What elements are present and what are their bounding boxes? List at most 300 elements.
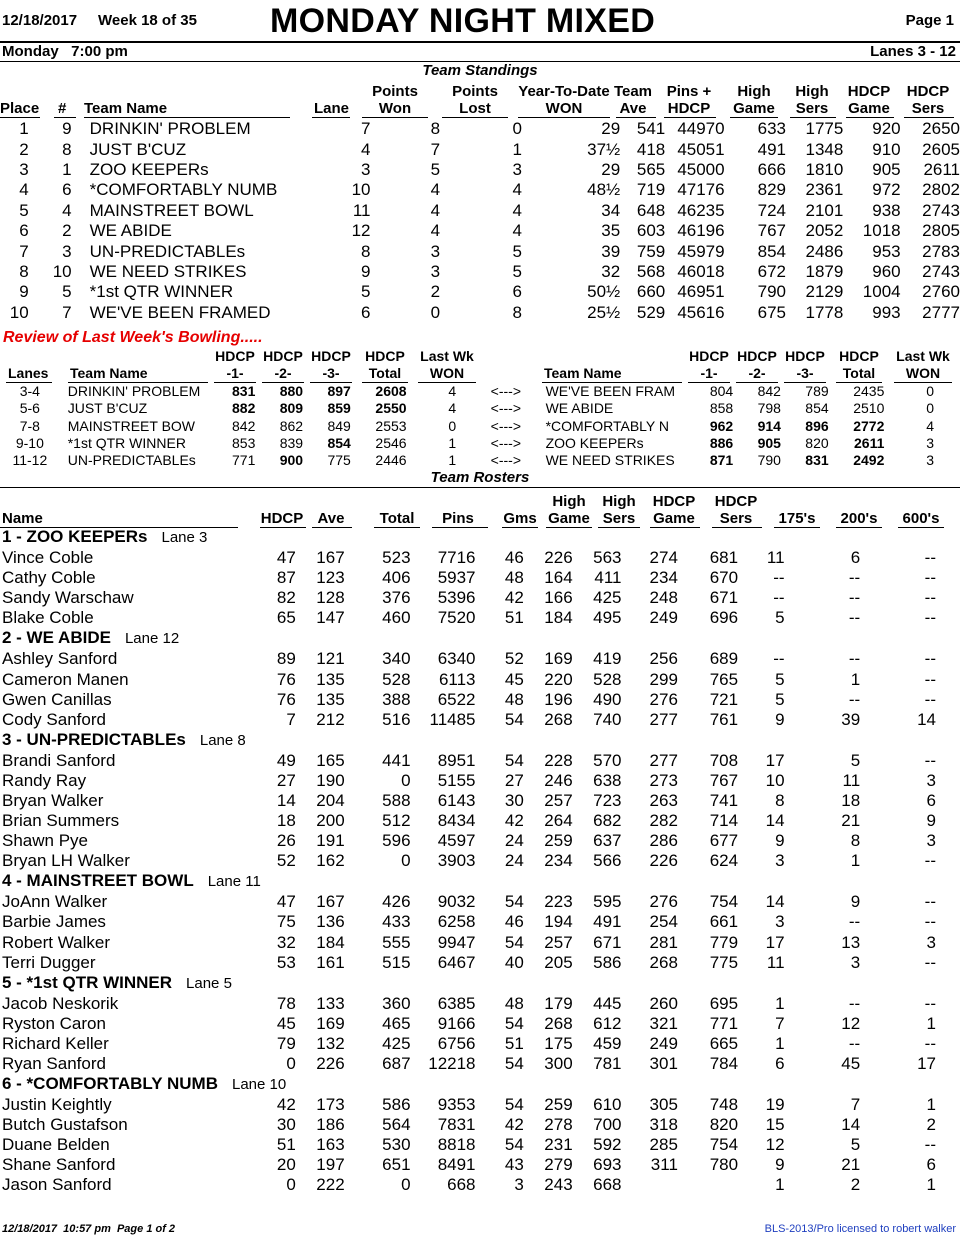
standings-team-name: *COMFORTABLY NUMB (89, 180, 278, 200)
player-hdcp-game: 277 (649, 750, 678, 770)
team-header-row (0, 527, 960, 548)
player-count-175: 15 (765, 1115, 785, 1135)
player-row (0, 1135, 960, 1155)
player-row (0, 953, 960, 973)
team-header-name: 1 - ZOO KEEPERs (2, 527, 148, 546)
player-total: 425 (382, 1033, 411, 1053)
standings-team-number: 6 (62, 180, 72, 200)
rev-hdr-hdcp-1b: HDCP (689, 348, 729, 364)
player-player-name: Duane Belden (2, 1135, 110, 1155)
review-score-1: 2446 (375, 452, 407, 469)
player-games: 42 (504, 1115, 524, 1135)
player-hdcp-game: 286 (649, 831, 678, 851)
standings-lane: 6 (361, 302, 371, 322)
player-total: 530 (382, 1135, 411, 1155)
standings-team-number: 1 (62, 159, 72, 179)
review-score-1: 2546 (375, 435, 407, 452)
standings-row (0, 201, 960, 221)
player-count-200: 21 (841, 1155, 861, 1175)
player-hdcp-sers: 671 (709, 588, 739, 608)
player-row (0, 669, 960, 689)
player-player-name: Ashley Sanford (2, 649, 118, 669)
player-total: 596 (382, 831, 411, 851)
review-score-1: 2553 (375, 417, 407, 434)
player-ave: 136 (316, 912, 345, 932)
standings-hdcp-sers: 2805 (922, 221, 960, 241)
player-high-sers: 610 (593, 1095, 622, 1115)
rosters-divider (0, 487, 960, 488)
standings-high-sers: 2486 (805, 241, 844, 261)
player-hdcp-game: 281 (649, 932, 678, 952)
standings-ytd-won: 48½ (587, 180, 621, 200)
player-high-game: 257 (544, 790, 573, 810)
ros-hdr-600s: 600's (902, 510, 940, 527)
standings-hdcp-game: 953 (872, 241, 901, 261)
player-player-name: Ryan Sanford (2, 1054, 106, 1074)
player-count-175: 9 (775, 831, 785, 851)
hdr-high-sers: Sers (795, 100, 829, 117)
player-hdcp-game: 321 (649, 1013, 678, 1033)
standings-team-name: WE NEED STRIKES (89, 261, 247, 281)
review-won-1: 0 (448, 417, 457, 434)
player-high-game: 268 (544, 1013, 573, 1033)
player-games: 52 (504, 649, 524, 669)
player-high-sers: 425 (593, 588, 622, 608)
standings-team-ave: 603 (636, 221, 666, 241)
player-player-name: Gwen Canillas (2, 689, 112, 709)
player-hdcp: 47 (276, 548, 296, 568)
standings-high-game: 724 (757, 200, 786, 220)
standings-row (0, 180, 960, 200)
review-row (0, 383, 960, 400)
player-total: 555 (382, 932, 411, 952)
rev-hdr-g1: -1- (226, 365, 244, 381)
player-row (0, 892, 960, 912)
review-vs-arrow: <---> (490, 383, 522, 400)
standings-team-number: 8 (62, 139, 72, 159)
review-score-1: 831 (232, 383, 256, 400)
standings-points-lost: 4 (512, 221, 522, 241)
hdr-hdcp-game-top: HDCP (847, 83, 891, 100)
player-row (0, 1175, 960, 1195)
player-count-200: -- (848, 1033, 861, 1053)
standings-ytd-won: 35 (601, 221, 621, 241)
standings-hdcp-game: 993 (872, 302, 901, 322)
player-hdcp: 27 (276, 770, 296, 790)
review-score-1: 849 (327, 417, 351, 434)
review-won-2: 0 (926, 400, 934, 417)
player-count-600: -- (924, 1033, 936, 1053)
player-total: 340 (382, 649, 411, 669)
player-count-200: 6 (850, 548, 861, 568)
player-player-name: Cody Sanford (2, 709, 106, 729)
player-total: 406 (382, 568, 411, 588)
player-games: 48 (504, 568, 524, 588)
review-score-1: 809 (279, 400, 304, 417)
review-score-1: 2550 (375, 400, 407, 417)
rev-hdr-total: Total (368, 365, 402, 381)
standings-place: 9 (19, 282, 29, 302)
review-score-1: 880 (279, 383, 304, 400)
review-score-1: 839 (279, 435, 304, 452)
review-score-2: 798 (757, 400, 781, 417)
rev-hdr-hdcp-totalb: HDCP (839, 348, 879, 364)
player-ave: 167 (316, 548, 345, 568)
standings-points-lost: 5 (512, 261, 522, 281)
rev-hdr-g2: -2- (274, 365, 292, 381)
player-high-game: 175 (544, 1033, 573, 1053)
player-hdcp-game: 226 (649, 851, 678, 871)
standings-high-game: 767 (757, 221, 786, 241)
player-hdcp-sers: 677 (709, 831, 739, 851)
standings-pins-hdcp: 45000 (677, 159, 725, 179)
ros-hdr-hdcp-sers-top: HDCP (714, 493, 758, 510)
rosters-title: Team Rosters (430, 469, 530, 486)
player-total: 516 (382, 709, 411, 729)
player-hdcp-game: 318 (649, 1115, 678, 1135)
player-row (0, 710, 960, 730)
player-hdcp-sers: 714 (709, 811, 739, 831)
player-hdcp-sers: 754 (709, 892, 739, 912)
review-score-2: 842 (757, 383, 781, 400)
player-ave: 128 (316, 588, 345, 608)
player-player-name: Brandi Sanford (2, 750, 116, 770)
player-hdcp: 7 (286, 709, 296, 729)
ros-hdr-175s: 175's (778, 510, 816, 527)
standings-team-number: 7 (62, 302, 72, 322)
player-hdcp: 76 (276, 689, 296, 709)
player-games: 46 (504, 912, 524, 932)
standings-team-ave: 759 (636, 241, 666, 261)
player-high-sers: 723 (593, 790, 622, 810)
rev-hdr-g2b: -2- (748, 365, 766, 381)
player-count-200: -- (848, 649, 861, 669)
player-high-game: 300 (544, 1054, 573, 1074)
standings-ytd-won: 37½ (587, 139, 621, 159)
player-total: 426 (382, 892, 411, 912)
ros-hdr-high-game-top: High (552, 493, 586, 510)
player-count-175: -- (773, 649, 785, 669)
standings-row (0, 139, 960, 159)
player-total: 0 (401, 851, 411, 871)
player-total: 528 (382, 669, 411, 689)
review-lanes: 9-10 (15, 435, 44, 452)
standings-points-lost: 0 (512, 119, 522, 139)
player-count-200: -- (848, 588, 861, 608)
player-count-175: 9 (775, 1155, 785, 1175)
player-ave: 163 (316, 1135, 345, 1155)
player-hdcp-game: 301 (649, 1054, 678, 1074)
team-header-name: 6 - *COMFORTABLY NUMB (2, 1074, 218, 1094)
player-high-sers: 419 (593, 649, 622, 669)
player-high-sers: 668 (593, 1175, 622, 1195)
team-header-row (0, 973, 960, 994)
review-score-2: 886 (709, 435, 734, 452)
player-hdcp-sers: 754 (709, 1135, 739, 1155)
hdr-high-game: Game (733, 100, 775, 117)
standings-hdcp-game: 1004 (862, 282, 901, 302)
player-hdcp-game: 249 (649, 1033, 678, 1053)
standings-pins-hdcp: 45616 (677, 302, 725, 322)
review-lanes: 11-12 (12, 452, 48, 469)
hdr-pins-top: Pins + (666, 83, 712, 100)
player-count-175: 19 (765, 1095, 785, 1115)
player-ave: 212 (316, 709, 345, 729)
player-hdcp-sers: 708 (709, 750, 739, 770)
player-count-200: 3 (850, 952, 861, 972)
header-divider (0, 41, 960, 43)
player-pins: 8818 (437, 1135, 476, 1155)
player-high-game: 166 (544, 588, 573, 608)
standings-high-game: 672 (757, 261, 786, 281)
player-count-600: -- (924, 912, 936, 932)
player-pins: 11485 (429, 709, 476, 729)
player-player-name: Ryston Caron (2, 1013, 106, 1033)
player-pins: 6385 (437, 993, 476, 1013)
player-count-200: -- (848, 689, 861, 709)
rev-hdr-team-name: Team Name (70, 365, 148, 381)
hdr-points-lost-top: Points (452, 83, 498, 100)
player-count-600: 3 (926, 770, 936, 790)
rev-hdr-hdcp-1: HDCP (215, 348, 255, 364)
review-vs-arrow: <---> (490, 417, 522, 434)
player-pins: 9947 (437, 932, 476, 952)
standings-hdcp-game: 938 (872, 200, 901, 220)
player-ave: 169 (316, 1013, 345, 1033)
standings-pins-hdcp: 46196 (677, 221, 725, 241)
player-pins: 6756 (437, 1033, 476, 1053)
team-header-name: 4 - MAINSTREET BOWL (2, 871, 194, 891)
player-row (0, 1115, 960, 1135)
player-count-175: 5 (775, 608, 785, 628)
review-vs-arrow: <---> (490, 435, 522, 452)
player-hdcp: 42 (276, 1095, 296, 1115)
player-hdcp: 0 (286, 1175, 296, 1195)
player-count-175: 6 (775, 1054, 785, 1074)
player-pins: 6522 (437, 689, 476, 709)
player-hdcp-game: 234 (649, 568, 678, 588)
player-count-200: 1 (850, 669, 861, 689)
player-hdcp-sers: 661 (709, 912, 739, 932)
standings-high-game: 829 (757, 180, 786, 200)
player-count-600: 3 (926, 932, 936, 952)
player-hdcp-game: 249 (649, 608, 678, 628)
player-row (0, 994, 960, 1014)
standings-high-game: 633 (757, 119, 786, 139)
player-hdcp-sers: 779 (709, 932, 739, 952)
player-player-name: Cameron Manen (2, 669, 129, 689)
player-player-name: Brian Summers (2, 811, 120, 831)
player-player-name: Shawn Pye (2, 831, 88, 851)
player-player-name: Jacob Neskorik (2, 993, 119, 1013)
player-row (0, 771, 960, 791)
player-hdcp-sers: 748 (709, 1095, 739, 1115)
player-high-sers: 592 (593, 1135, 622, 1155)
standings-hdcp-game: 960 (872, 261, 901, 281)
player-high-sers: 693 (593, 1155, 622, 1175)
player-hdcp-sers: 784 (709, 1054, 739, 1074)
player-games: 24 (504, 851, 524, 871)
review-score-1: 853 (232, 435, 256, 452)
standings-team-ave: 418 (636, 139, 666, 159)
review-score-1: 775 (327, 452, 351, 469)
player-games: 54 (504, 1135, 524, 1155)
review-row (0, 435, 960, 452)
standings-team-ave: 648 (636, 200, 666, 220)
hdr-num: # (58, 100, 67, 117)
player-pins: 8491 (437, 1155, 476, 1175)
player-pins: 9032 (437, 892, 476, 912)
team-header-name: 3 - UN-PREDICTABLEs (2, 729, 186, 749)
player-ave: 161 (316, 952, 345, 972)
review-row (0, 400, 960, 417)
player-total: 388 (382, 689, 411, 709)
review-lanes: 3-4 (19, 383, 40, 400)
player-total: 512 (382, 811, 411, 831)
player-hdcp-sers: 780 (709, 1155, 739, 1175)
player-count-175: 9 (775, 709, 785, 729)
rev-hdr-lastwkb: Last Wk (896, 348, 950, 364)
player-hdcp-sers: 741 (709, 790, 739, 810)
player-hdcp: 78 (276, 993, 296, 1013)
player-high-game: 278 (544, 1115, 573, 1135)
standings-pins-hdcp: 47176 (677, 180, 725, 200)
player-total: 433 (382, 912, 411, 932)
standings-high-sers: 1879 (805, 261, 844, 281)
player-count-175: 12 (765, 1135, 785, 1155)
player-hdcp-sers: 775 (709, 952, 739, 972)
player-hdcp-game: 263 (649, 790, 678, 810)
player-player-name: Bryan Walker (2, 790, 104, 810)
player-row (0, 1014, 960, 1034)
player-total: 0 (401, 770, 411, 790)
team-header-lane: Lane 8 (199, 731, 246, 749)
player-hdcp: 79 (276, 1033, 296, 1053)
player-hdcp-sers: 820 (709, 1115, 739, 1135)
rev-hdr-hdcp-total: HDCP (365, 348, 405, 364)
player-row (0, 811, 960, 831)
review-won-2: 0 (926, 383, 934, 400)
league-lanes: Lanes 3 - 12 (870, 43, 956, 60)
player-high-sers: 781 (593, 1054, 622, 1074)
ros-hdr-high-sers: Sers (602, 510, 636, 527)
standings-points-lost: 4 (512, 180, 522, 200)
player-count-600: -- (924, 1135, 936, 1155)
player-count-200: 7 (850, 1095, 861, 1115)
player-high-game: 259 (544, 1095, 573, 1115)
player-count-600: 3 (926, 831, 936, 851)
review-team-1: JUST B'CUZ (67, 400, 148, 417)
player-count-175: 5 (775, 689, 785, 709)
player-high-sers: 612 (593, 1013, 622, 1033)
hdr-points-won: Won (378, 100, 412, 117)
standings-team-ave: 568 (636, 261, 666, 281)
review-team-1: MAINSTREET BOW (67, 417, 196, 434)
standings-row (0, 221, 960, 241)
player-count-175: 14 (765, 892, 785, 912)
standings-points-lost: 3 (512, 159, 522, 179)
player-count-600: 1 (926, 1175, 936, 1195)
player-row (0, 751, 960, 771)
ros-hdr-pins: Pins (442, 510, 474, 527)
player-high-game: 205 (544, 952, 573, 972)
player-count-600: 1 (926, 1013, 936, 1033)
player-hdcp: 87 (276, 568, 296, 588)
review-score-2: 905 (757, 435, 781, 452)
standings-row (0, 282, 960, 302)
player-high-game: 194 (544, 912, 573, 932)
player-count-175: 10 (765, 770, 785, 790)
player-hdcp-game (622, 1175, 678, 1195)
standings-points-won: 3 (430, 241, 441, 261)
player-count-200: 2 (850, 1175, 861, 1195)
player-hdcp-game: 256 (649, 649, 678, 669)
player-pins: 8951 (437, 750, 476, 770)
standings-hdcp-game: 920 (872, 119, 901, 139)
standings-hdcp-game: 905 (872, 159, 901, 179)
hdr-points-lost: Lost (459, 100, 491, 117)
review-score-1: 842 (232, 417, 256, 434)
standings-high-game: 854 (757, 241, 786, 261)
player-row (0, 1095, 960, 1115)
player-count-200: 18 (841, 790, 861, 810)
player-count-175: 5 (775, 669, 785, 689)
player-high-sers: 459 (593, 1033, 622, 1053)
rev-hdr-won: WON (429, 365, 465, 381)
player-hdcp-sers: 765 (709, 669, 739, 689)
standings-points-lost: 8 (512, 302, 522, 322)
player-hdcp-game: 276 (649, 892, 678, 912)
review-row (0, 418, 960, 435)
footer-timestamp: 12/18/2017 10:57 pm Page 1 of 2 (2, 1223, 176, 1235)
player-pins: 6113 (438, 669, 476, 689)
player-count-600: 1 (926, 1095, 936, 1115)
player-pins: 6258 (437, 912, 476, 932)
review-vs-arrow: <---> (490, 452, 522, 469)
player-games: 54 (504, 750, 524, 770)
player-count-600: -- (924, 952, 936, 972)
standings-place: 8 (19, 261, 29, 281)
player-hdcp: 0 (286, 1054, 296, 1074)
standings-row (0, 119, 960, 139)
player-ave: 204 (316, 790, 345, 810)
player-pins: 7716 (437, 548, 476, 568)
rosters-table (0, 527, 960, 1196)
player-count-175: -- (773, 588, 785, 608)
standings-team-name: DRINKIN' PROBLEM (89, 119, 251, 139)
review-score-1: 900 (279, 452, 304, 469)
player-high-sers: 528 (593, 669, 622, 689)
player-count-600: -- (924, 548, 936, 568)
player-hdcp-game: 285 (649, 1135, 678, 1155)
standings-hdcp-sers: 2743 (922, 261, 960, 281)
review-won-1: 4 (448, 383, 457, 400)
team-header-row (0, 1074, 960, 1095)
player-hdcp-game: 254 (649, 912, 678, 932)
player-hdcp: 53 (276, 952, 296, 972)
hdr-high-game-top: High (737, 83, 771, 100)
player-high-game: 184 (544, 608, 573, 628)
player-hdcp-sers: 681 (709, 548, 739, 568)
player-pins: 8434 (437, 811, 476, 831)
hdr-ytd-top: Year-To-Date (518, 83, 610, 100)
player-games: 54 (504, 932, 524, 952)
player-games: 54 (504, 892, 524, 912)
standings-row (0, 241, 960, 261)
standings-lane: 3 (361, 159, 371, 179)
player-count-600: -- (924, 608, 936, 628)
player-games: 42 (504, 588, 524, 608)
